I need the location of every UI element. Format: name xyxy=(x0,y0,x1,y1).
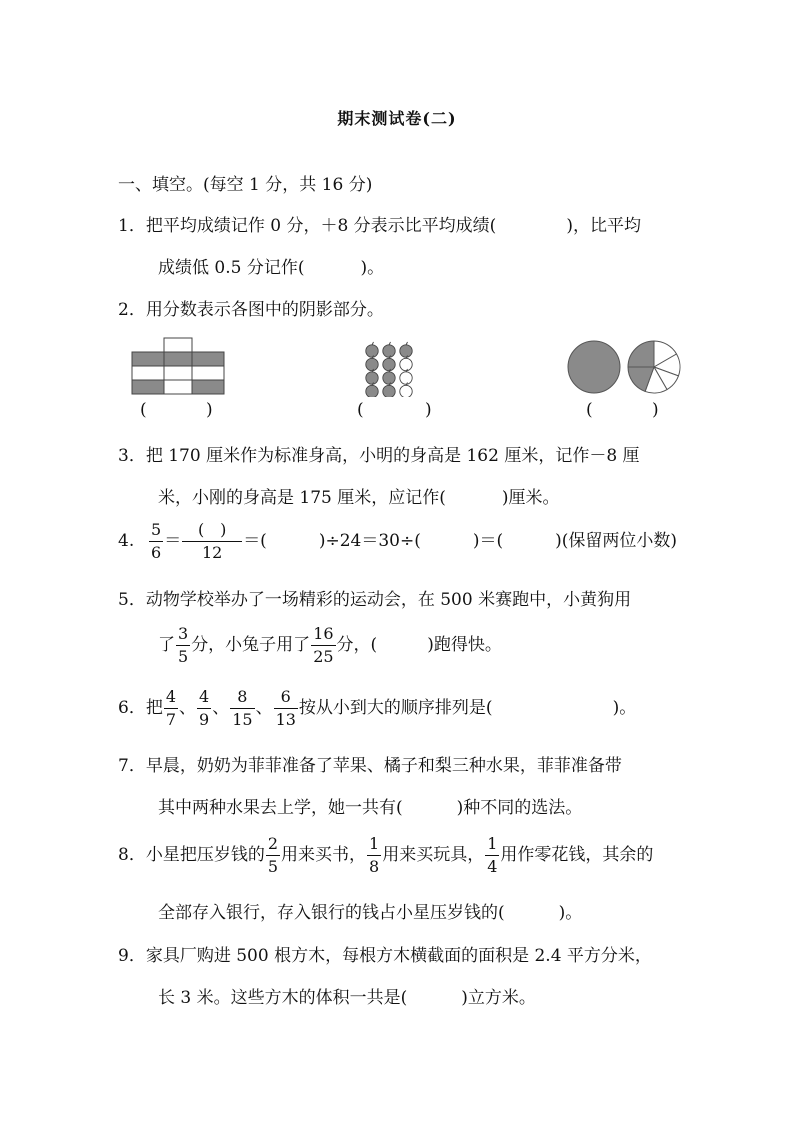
question-2-line-1 xyxy=(118,295,384,320)
question-text: 动物学校举办了一场精彩的运动会，在 500 米赛跑中，小黄狗用 xyxy=(145,590,632,610)
apple-shaded-icon xyxy=(366,356,378,371)
pie-slice-shaded xyxy=(628,341,654,367)
question-text: 用分数表示各图中的阴影部分。 xyxy=(145,300,384,320)
grid-cell xyxy=(192,366,224,380)
question-text: 了 xyxy=(158,635,175,655)
question-text: )，比平均 xyxy=(566,216,641,236)
grid-figure xyxy=(130,337,226,395)
question-text: )÷24＝30÷( xyxy=(318,531,421,551)
question-text: 分，小兔子用了 xyxy=(191,635,311,655)
question-1-line-1 xyxy=(118,211,641,236)
equals-sign: ＝ xyxy=(164,531,182,551)
grid-cell-shaded xyxy=(132,380,164,394)
fraction: $\frac{2}{5}$ xyxy=(267,834,279,876)
section-heading: 一、填空。(每空 1 分，共 16 分) xyxy=(118,175,373,195)
question-text: 用作零花钱，其余的 xyxy=(500,845,654,865)
question-text: )。 xyxy=(612,698,637,718)
fraction: $\frac{4}{9}$ xyxy=(199,687,210,729)
apple-shaded-icon xyxy=(383,369,395,384)
apples-figure xyxy=(362,341,432,397)
grid-cell xyxy=(164,380,192,394)
apple-shaded-icon xyxy=(366,342,378,357)
question-text: )。 xyxy=(360,258,385,278)
grid-cell-shaded xyxy=(164,352,192,366)
paren-right: ) xyxy=(206,400,213,420)
question-text: )。 xyxy=(558,903,583,923)
fraction: $\frac{4}{7}$ xyxy=(165,687,177,729)
apple-icon xyxy=(400,383,412,398)
question-text: 家具厂购进 500 根方木，每根方木横截面的面积是 2.4 平方分米， xyxy=(145,946,652,966)
question-number: 5． xyxy=(118,590,146,610)
question-text: )(保留两位小数) xyxy=(555,531,678,551)
apple-shaded-icon xyxy=(383,342,395,357)
grid-cell xyxy=(164,366,192,380)
question-number: 6． xyxy=(118,698,146,718)
question-8-line-2 xyxy=(158,898,582,923)
paren-left: ( xyxy=(586,400,593,420)
circles-figure xyxy=(566,340,684,396)
question-7-line-1 xyxy=(118,751,622,776)
question-text: 成绩低 0.5 分记作( xyxy=(158,258,305,278)
grid-cell-shaded xyxy=(192,352,224,366)
question-5-line-2 xyxy=(158,626,502,665)
grid-cell-shaded xyxy=(192,380,224,394)
question-text: 全部存入银行，存入银行的钱占小星压岁钱的( xyxy=(158,903,505,923)
question-text: )跑得快。 xyxy=(427,635,502,655)
question-text: )立方米。 xyxy=(461,988,536,1008)
separator: 、 xyxy=(255,698,273,718)
fraction: $\frac{1}{4}$ xyxy=(487,834,498,876)
fraction: $\frac{6}{13}$ xyxy=(275,687,296,729)
question-number: 3． xyxy=(118,446,146,466)
fraction: $\frac{( )}{12}$ xyxy=(182,522,242,561)
question-text: ＝( xyxy=(243,531,267,551)
fraction: $\frac{1}{8}$ xyxy=(369,834,380,876)
question-3-line-1 xyxy=(118,441,640,466)
grid-cell xyxy=(132,366,164,380)
fraction: $\frac{8}{15}$ xyxy=(232,687,253,729)
pie-circle xyxy=(628,341,680,393)
question-text: 用来买玩具， xyxy=(382,845,485,865)
apple-shaded-icon xyxy=(400,342,412,357)
question-number: 1． xyxy=(118,216,146,236)
question-text: 把平均成绩记作 0 分，＋8 分表示比平均成绩( xyxy=(145,216,497,236)
question-text: )＝( xyxy=(472,531,504,551)
fraction: $\frac{5}{6}$ xyxy=(151,520,162,562)
question-7-line-2 xyxy=(158,793,582,818)
question-9-line-1 xyxy=(118,941,652,966)
question-text: 小星把压岁钱的 xyxy=(145,845,265,865)
separator: 、 xyxy=(212,698,230,718)
question-number: 8． xyxy=(118,845,146,865)
apple-shaded-icon xyxy=(366,369,378,384)
question-text: 分，( xyxy=(336,635,378,655)
question-text: 长 3 米。这些方木的体积一共是( xyxy=(158,988,408,1008)
question-text: 把 170 厘米作为标准身高，小明的身高是 162 厘米，记作－8 厘 xyxy=(145,446,640,466)
question-text: 把 xyxy=(145,698,163,718)
apple-shaded-icon xyxy=(366,383,378,398)
question-3-line-2 xyxy=(158,483,560,508)
question-9-line-2 xyxy=(158,983,536,1008)
question-text: 米，小刚的身高是 175 厘米，应记作( xyxy=(158,488,446,508)
question-text: )厘米。 xyxy=(501,488,560,508)
question-text: 早晨，奶奶为菲菲准备了苹果、橘子和梨三种水果，菲菲准备带 xyxy=(145,756,622,776)
apple-shaded-icon xyxy=(383,383,395,398)
question-5-line-1 xyxy=(118,585,631,610)
page-title: 期末测试卷(二) xyxy=(337,109,457,128)
grid-cell-shaded xyxy=(132,352,164,366)
paren-left: ( xyxy=(140,400,147,420)
fraction: $\frac{3}{5}$ xyxy=(178,624,189,666)
fraction: $\frac{16}{25}$ xyxy=(313,624,334,666)
question-4-line xyxy=(118,522,677,561)
question-text: )种不同的选法。 xyxy=(456,798,583,818)
question-number: 4. xyxy=(118,531,135,551)
paren-right: ) xyxy=(652,400,659,420)
separator: 、 xyxy=(179,698,197,718)
question-6-line xyxy=(118,689,636,728)
question-8-line-1 xyxy=(118,836,653,875)
question-number: 9． xyxy=(118,946,146,966)
question-1-line-2 xyxy=(158,253,384,278)
apple-icon xyxy=(400,369,412,384)
question-text: 其中两种水果去上学，她一共有( xyxy=(158,798,403,818)
grid-cell xyxy=(164,338,192,352)
apple-shaded-icon xyxy=(383,356,395,371)
question-text: 按从小到大的顺序排列是( xyxy=(298,698,493,718)
apple-icon xyxy=(400,356,412,371)
question-number: 2． xyxy=(118,300,146,320)
paren-left: ( xyxy=(357,400,364,420)
paren-right: ) xyxy=(425,400,432,420)
question-text: 用来买书， xyxy=(281,845,367,865)
question-number: 7． xyxy=(118,756,146,776)
full-circle-shaded xyxy=(568,341,620,393)
